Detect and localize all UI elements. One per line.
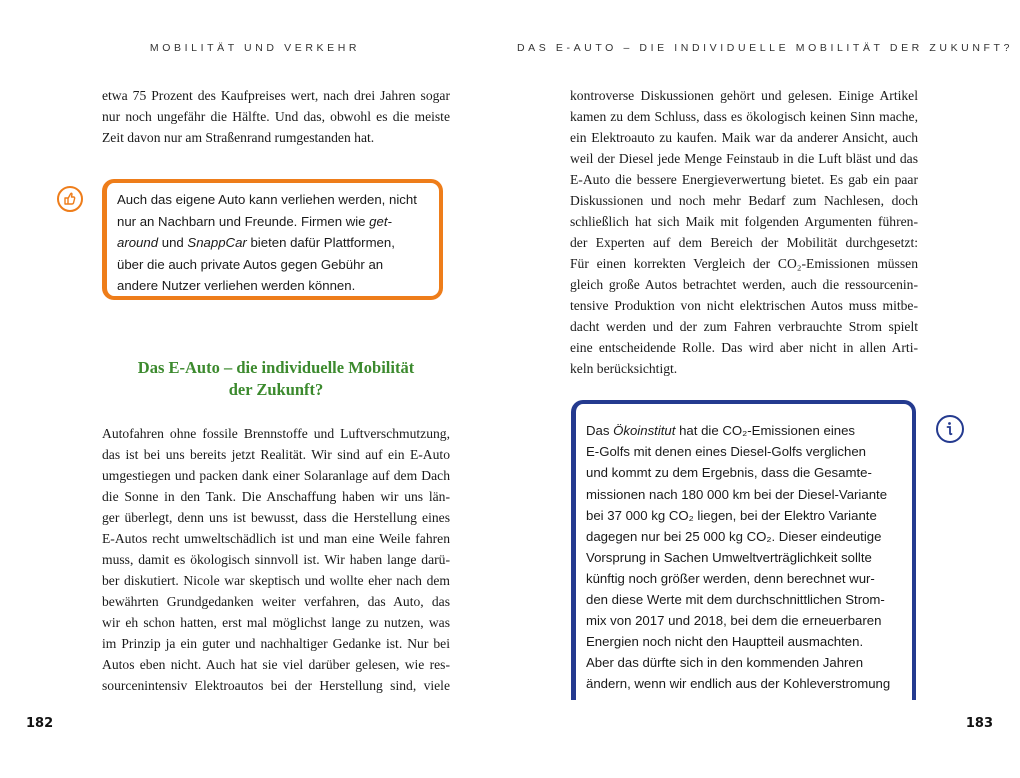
- text-line: Diskussionen und noch mehr Bedarf zum Nachlesen, doch: [570, 193, 918, 208]
- info-line: missionen nach 180 000 km bei der Diesel-Variante: [586, 487, 888, 502]
- page-number-left: 182: [26, 716, 54, 731]
- text-line: E-Auto die bessere Energieverwertung bietet. Es gab ein paar: [570, 172, 918, 187]
- text-line: Autos eben nicht. Auch hat sie viel darüber gelesen, wie res-: [102, 657, 450, 672]
- heading-line: Das E-Auto – die individuelle Mobilität: [137, 358, 415, 377]
- text-line: wir eh schon hatten, erst mal möglichst lange zu nutzen, was: [102, 615, 450, 630]
- text-line: dacht werden und der zum Fahren verbrauchte Strom spielt: [570, 319, 918, 334]
- text-line: nur noch ungefähr die Hälfte. Und das, obwohl es die meiste: [102, 109, 450, 124]
- info-line: Das Ökoinstitut hat die CO₂-Emissionen eines: [586, 423, 856, 438]
- tip-line: andere Nutzer verliehen werden können.: [117, 278, 356, 293]
- right-page: [510, 0, 1020, 778]
- info-line: dagegen nur bei 25 000 kg CO₂. Dieser eindeutige: [586, 529, 882, 544]
- info-icon: [936, 415, 964, 443]
- page-number-right: 183: [965, 716, 993, 731]
- info-line: Vorsprung in Sachen Umweltverträglichkeit sollte: [586, 550, 872, 565]
- tip-line: nur an Nachbarn und Freunde. Firmen wie get-: [117, 214, 392, 229]
- text-line: ein Elektroauto zu kaufen. Maik war da anderer Ansicht, auch: [570, 130, 918, 145]
- text-line: sourcenintensiv Elektroautos bei der Herstellung sind, viele: [102, 678, 450, 693]
- text-line: der Experten auf dem Bereich der Mobilität durchgesetzt:: [570, 235, 918, 250]
- heading-line: der Zukunft?: [228, 380, 324, 399]
- text-line: Zeit davon nur am Straßenrand rumgestanden hat.: [102, 130, 375, 145]
- tip-line: Auch das eigene Auto kann verliehen werden, nicht: [117, 192, 417, 207]
- text-line: kontroverse Diskussionen gehört und gelesen. Einige Artikel: [570, 88, 918, 103]
- text-line: das ist bei uns bereits jetzt Realität. Wir sind auf ein E-Auto: [102, 447, 450, 462]
- info-line: mix von 2017 und 2018, bei dem die erneuerbaren: [586, 613, 882, 628]
- text-line: E-Autos recht umweltschädlich ist und man eine Weile fahren: [102, 531, 450, 546]
- info-line: ändern, wenn wir endlich aus der Kohleverstromung: [586, 676, 891, 691]
- text-line: schließlich hat sich Maik mit folgenden Argumenten führen-: [570, 214, 918, 229]
- info-line: und kommt zu dem Ergebnis, dass die Gesamte-: [586, 465, 872, 480]
- text-line: im Prinzip ja ein guter und nachhaltiger Gedanke ist. Nur bei: [102, 636, 450, 651]
- text-line: eine entscheidende Rolle. Das wird aber nicht in allen Arti-: [570, 340, 918, 355]
- info-line: bei 37 000 kg CO₂ liegen, bei der Elektro Variante: [586, 508, 877, 523]
- text-line: Für einen korrekten Vergleich der CO₂-Emissionen müssen: [570, 256, 918, 271]
- text-line: keln berücksichtigt.: [570, 361, 678, 376]
- text-line: tensive Produktion von nicht elektrischen Autos muss mitbe-: [570, 298, 918, 313]
- tip-line: around und SnappCar bieten dafür Plattformen,: [117, 235, 395, 250]
- text-line: weil der Diesel jede Menge Feinstaub in die Luft bläst und das: [570, 151, 918, 166]
- text-line: ger überlegt, denn uns ist bewusst, dass die Herstellung eines: [102, 510, 450, 525]
- info-line: den diese Werte mit dem durchschnittlichen Strom-: [586, 592, 885, 607]
- tip-line: über die auch private Autos gegen Gebühr an: [117, 257, 384, 272]
- text-line: ber diskutiert. Nicole war skeptisch und wollte eher nach dem: [102, 573, 450, 588]
- text-line: bewährten Grundgedanken weiter verfahren, das Auto, das: [102, 594, 450, 609]
- text-line: gleich große Autos betrachtet werden, auch die ressourcenin-: [570, 277, 918, 292]
- text-line: etwa 75 Prozent des Kaufpreises wert, nach drei Jahren sogar: [102, 88, 450, 103]
- thumbs-up-icon: [57, 186, 83, 212]
- text-line: muss, damit es ökologisch sinnvoll ist. Wir haben lange darü-: [102, 552, 450, 567]
- text-line: kamen zu dem Schluss, dass es ökologisch keinen Sinn mache,: [570, 109, 918, 124]
- info-line: Energien noch nicht den Hauptteil ausmachten.: [586, 634, 864, 649]
- text-line: die Sonne in den Tank. Die Anschaffung haben wir uns län-: [102, 489, 450, 504]
- text-line: Autofahren ohne fossile Brennstoffe und Luftverschmutzung,: [102, 426, 450, 441]
- info-line: E-Golfs mit denen eines Diesel-Golfs verglichen: [586, 444, 866, 459]
- text-line: umgestiegen und packen dank einer Solaranlage auf dem Dach: [102, 468, 450, 483]
- info-line: Aber das dürfte sich in den kommenden Jahren: [586, 655, 864, 670]
- running-head-left: MOBILITÄT UND VERKEHR: [149, 42, 361, 54]
- info-line: künftig noch größer werden, denn berechnet wur-: [586, 571, 875, 586]
- running-head-right: DAS E-AUTO – DIE INDIVIDUELLE MOBILITÄT DER ZUKUNFT?: [516, 42, 1014, 54]
